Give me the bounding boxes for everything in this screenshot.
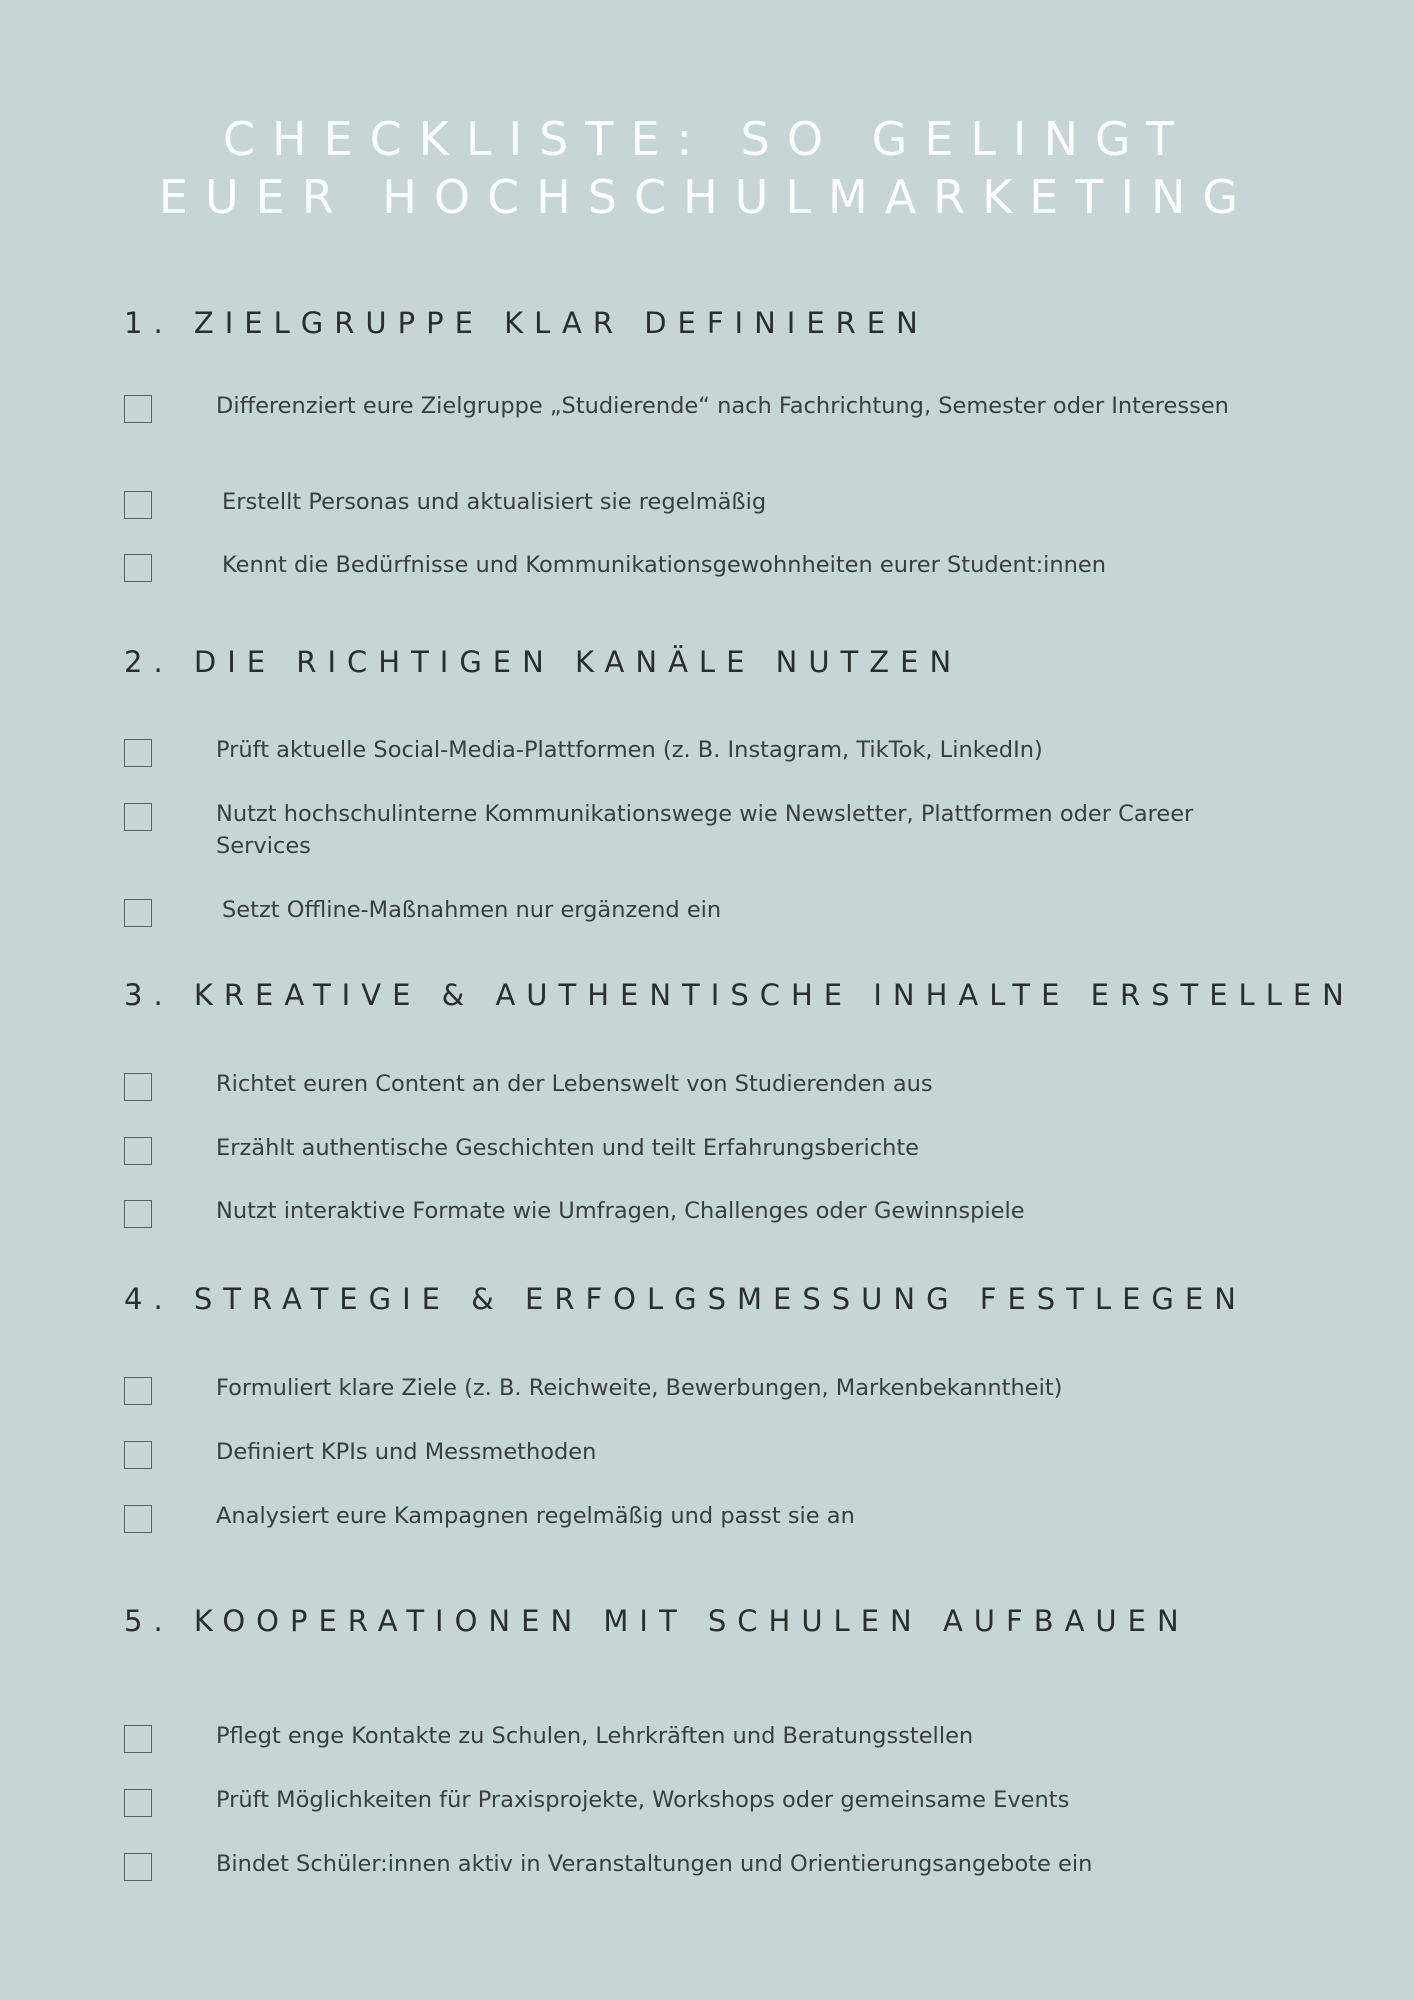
checkbox[interactable] [124, 1377, 152, 1405]
checklist-item-text: Pflegt enge Kontakte zu Schulen, Lehrkräften und Beratungsstellen [216, 1723, 974, 1749]
page-title-line-2: EUER HOCHSCHULMARKETING [158, 170, 1256, 224]
checkbox[interactable] [124, 491, 152, 519]
checklist-item-text: Erstellt Personas und aktualisiert sie regelmäßig [222, 489, 767, 515]
checkbox[interactable] [124, 1441, 152, 1469]
checkbox[interactable] [124, 1505, 152, 1533]
checklist-item-text: Kennt die Bedürfnisse und Kommunikationsgewohnheiten eurer Student:innen [222, 552, 1107, 578]
checklist-item-text: Prüft aktuelle Social-Media-Plattformen (z. B. Instagram, TikTok, LinkedIn) [216, 737, 1043, 763]
checklist-item-text: Differenziert eure Zielgruppe „Studierende“ nach Fachrichtung, Semester oder Interessen [216, 393, 1229, 419]
checklist-item-text: Erzählt authentische Geschichten und teilt Erfahrungsberichte [216, 1135, 920, 1161]
checkbox[interactable] [124, 1200, 152, 1228]
checkbox[interactable] [124, 899, 152, 927]
checkbox[interactable] [124, 554, 152, 582]
checkbox[interactable] [124, 1725, 152, 1753]
checklist-item-text: Setzt Offline-Maßnahmen nur ergänzend ein [222, 897, 722, 923]
checkbox[interactable] [124, 395, 152, 423]
checkbox[interactable] [124, 739, 152, 767]
section-heading-strategie: 4. STRATEGIE & ERFOLGSMESSUNG FESTLEGEN [124, 1282, 1247, 1316]
checklist-item-text: Definiert KPIs und Messmethoden [216, 1439, 597, 1465]
checkbox[interactable] [124, 1789, 152, 1817]
page-title [0, 110, 1414, 226]
checklist-item-text: Prüft Möglichkeiten für Praxisprojekte, Workshops oder gemeinsame Events [216, 1787, 1070, 1813]
section-heading-kooperationen: 5. KOOPERATIONEN MIT SCHULEN AUFBAUEN [124, 1604, 1190, 1638]
checkbox[interactable] [124, 1853, 152, 1881]
section-heading-zielgruppe: 1. ZIELGRUPPE KLAR DEFINIEREN [124, 306, 929, 340]
checklist-item-text: Richtet euren Content an der Lebenswelt von Studierenden aus [216, 1071, 933, 1097]
page-title-line-1: CHECKLISTE: SO GELINGT [222, 112, 1192, 166]
checklist-item-text: Nutzt interaktive Formate wie Umfragen, Challenges oder Gewinnspiele [216, 1198, 1025, 1224]
checkbox[interactable] [124, 1073, 152, 1101]
checklist-item-text: Analysiert eure Kampagnen regelmäßig und passt sie an [216, 1503, 855, 1529]
checklist-item-text: Nutzt hochschulinterne Kommunikationswege wie Newsletter, Plattformen oder Career Services [216, 801, 1194, 859]
section-heading-inhalte: 3. KREATIVE & AUTHENTISCHE INHALTE ERSTELLEN [124, 978, 1355, 1012]
checkbox[interactable] [124, 803, 152, 831]
checklist-item-text: Bindet Schüler:innen aktiv in Veranstaltungen und Orientierungsangebote ein [216, 1851, 1093, 1877]
checklist-item-text: Formuliert klare Ziele (z. B. Reichweite, Bewerbungen, Markenbekanntheit) [216, 1375, 1063, 1401]
checkbox[interactable] [124, 1137, 152, 1165]
section-heading-kanaele: 2. DIE RICHTIGEN KANÄLE NUTZEN [124, 645, 963, 679]
